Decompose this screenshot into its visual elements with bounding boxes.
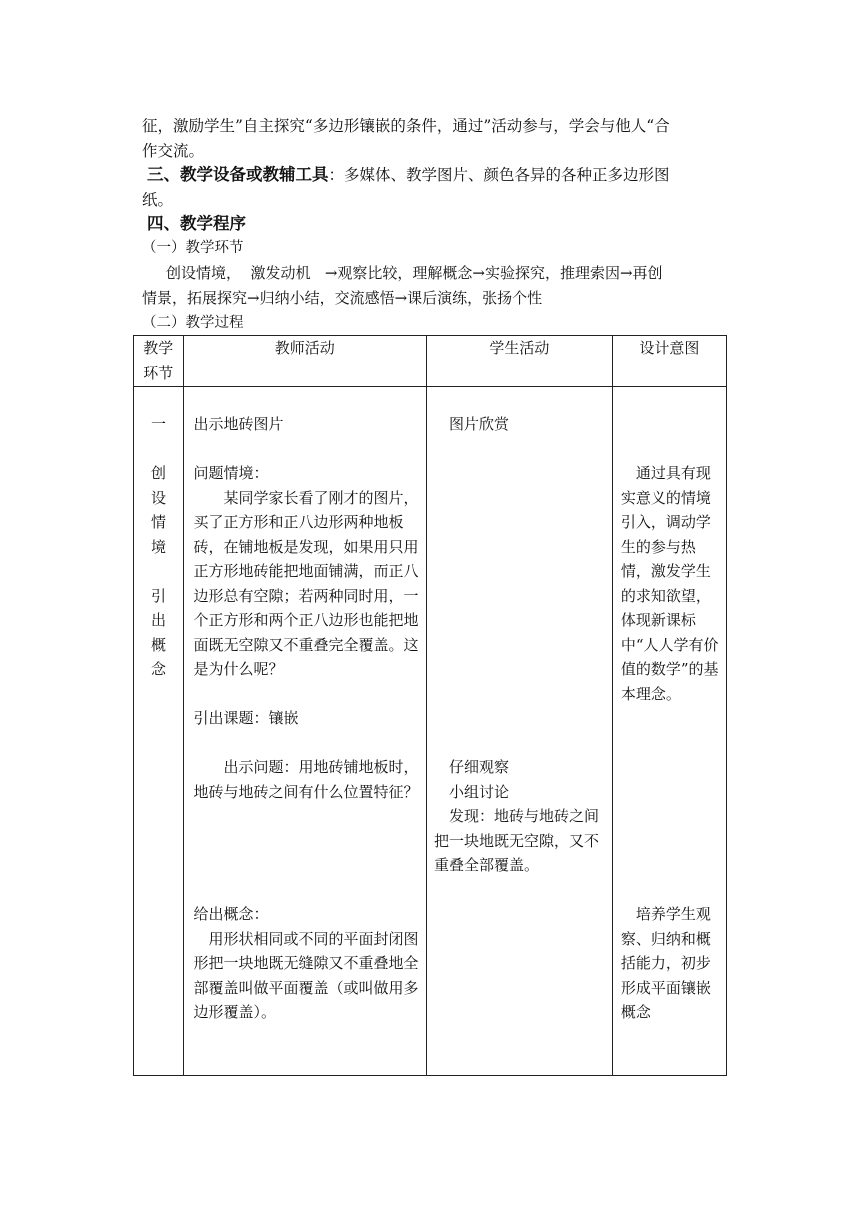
- teacher-show-image: 出示地砖图片: [193, 415, 284, 433]
- stage-char: 创: [150, 464, 166, 482]
- student-discuss: 小组讨论: [448, 782, 509, 801]
- student-appreciate: 图片欣赏: [448, 415, 509, 433]
- header-stage: [134, 336, 184, 387]
- student-finding: 发现：地砖与地砖之间把一块地既无空隙，又不重叠全部覆盖。: [433, 807, 599, 874]
- stage-char: 概: [150, 635, 166, 654]
- stage-char: 引: [150, 586, 166, 605]
- student-activity-cell: [426, 387, 612, 1076]
- section-3: [147, 164, 670, 186]
- stage-label: [134, 461, 183, 682]
- teacher-activity-cell: [183, 387, 426, 1076]
- stage-flow-line-2: 情景，拓展探究→归纳小结，交流感悟→课后演练，张扬个性: [142, 289, 543, 307]
- stage-char: 境: [150, 537, 166, 556]
- teacher-concept-label: 给出概念：: [193, 905, 269, 923]
- section-3-text-line-2: 纸。: [142, 191, 174, 209]
- intro-line-2: 作交流。: [142, 142, 205, 160]
- stage-number: 一: [150, 415, 166, 433]
- teacher-question: 出示问题：用地砖铺地板时，地砖与地砖之间有什么位置特征？: [193, 758, 419, 801]
- table-header-row: [134, 336, 727, 387]
- intent-text-1: 通过具有现实意义的情境引入，调动学生的参与热情，激发学生的求知欲望，体现新课标中“人人学有价值的数学”的基本理念。: [620, 464, 719, 703]
- header-stage-line-2: 环节: [143, 363, 174, 382]
- intent-text-2: 培养学生观察、归纳和概括能力，初步形成平面镶嵌概念: [620, 905, 711, 1021]
- teacher-topic: 引出课题：镶嵌: [193, 709, 299, 727]
- header-design-intent: 设计意图: [612, 336, 726, 387]
- section-3-text: ：多媒体、教学图片、颜色各异的各种正多边形图: [328, 166, 670, 184]
- teacher-problem-label: 问题情境：: [193, 464, 269, 482]
- teacher-problem-text: 某同学家长看了刚才的图片，买了正方形和正八边形两种地板砖，在铺地板是发现，如果用只用正方形地砖能把地面铺满，而正八边形总有空隙；若两种同时用，一个正方形和两个正八边形也能把地面既无空隙又不重叠完全覆盖。这是为什么呢？: [193, 488, 419, 678]
- teacher-concept-text: 用形状相同或不同的平面封闭图形把一块地既无缝隙又不重叠地全部覆盖叫做平面覆盖（或叫做用多边形覆盖）。: [193, 929, 419, 1021]
- stage-cell: [134, 387, 184, 1076]
- teaching-process-table: [133, 335, 727, 1076]
- table-row: [134, 387, 727, 1076]
- header-teacher-activity: 教师活动: [183, 336, 426, 387]
- subheading-teaching-process: （二）教学过程: [142, 315, 244, 331]
- section-3-heading: 三、教学设备或教辅工具: [147, 165, 329, 184]
- stage-char: 出: [150, 611, 166, 629]
- stage-char: 情: [150, 513, 166, 531]
- subheading-teaching-stages: （一）教学环节: [142, 240, 244, 256]
- header-student-activity: 学生活动: [426, 336, 612, 387]
- section-4-heading: 四、教学程序: [147, 214, 246, 233]
- stage-char: 念: [150, 660, 166, 678]
- stage-flow-line-1: 创设情境， 激发动机 →观察比较，理解概念→实验探究，推理索因→再创: [166, 264, 663, 282]
- header-stage-line-1: 教学: [143, 339, 174, 357]
- student-observe: 仔细观察: [448, 758, 509, 776]
- intro-line-1: 征，激励学生”自主探究“多边形镶嵌的条件，通过”活动参与，学会与他人“合: [142, 117, 670, 135]
- stage-char: 设: [150, 488, 166, 507]
- stage-char: [134, 559, 183, 584]
- design-intent-cell: [612, 387, 726, 1076]
